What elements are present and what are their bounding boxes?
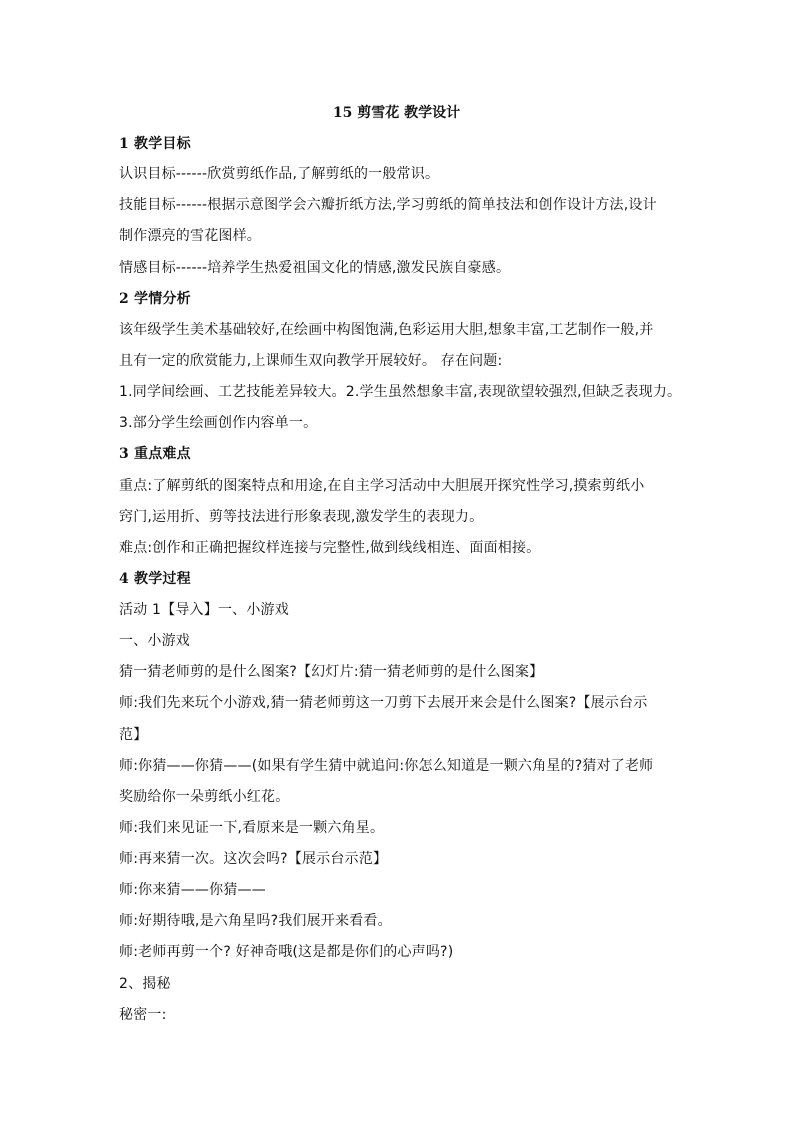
paragraph-line: 该年级学生美术基础较好,在绘画中构图饱满,色彩运用大胆,想象丰富,工艺制作一般,并 xyxy=(119,322,654,338)
paragraph-line: 师:我们来见证一下,看原来是一颗六角星。 xyxy=(119,820,385,836)
paragraph-line: 师:再来猜一次。这次会吗?【展示台示范】 xyxy=(119,851,388,867)
paragraph-line: 窍门,运用折、剪等技法进行形象表现,激发学生的表现力。 xyxy=(119,509,484,525)
paragraph-line: 制作漂亮的雪花图样。 xyxy=(119,228,261,244)
section-heading-analysis: 2 学情分析 xyxy=(119,291,191,307)
paragraph-line: 一、小游戏 xyxy=(119,633,190,649)
section-heading-objectives: 1 教学目标 xyxy=(119,136,191,152)
paragraph-line: 猜一猜老师剪的是什么图案?【幻灯片:猜一猜老师剪的是什么图案】 xyxy=(119,664,544,680)
paragraph-line: 师:你来猜——你猜—— xyxy=(119,882,266,898)
paragraph-line: 师:老师再剪一个? 好神奇哦(这是都是你们的心声吗?) xyxy=(119,944,454,960)
paragraph-line: 范】 xyxy=(119,727,148,743)
paragraph-line: 难点:创作和正确把握纹样连接与完整性,做到线线相连、面面相接。 xyxy=(119,540,541,556)
paragraph-line: 奖励给你一朵剪纸小红花。 xyxy=(119,789,290,805)
paragraph-line: 1.同学间绘画、工艺技能差异较大。2.学生虽然想象丰富,表现欲望较强烈,但缺乏表现力。 xyxy=(119,384,682,400)
paragraph-line: 师:我们先来玩个小游戏,猜一猜老师剪这一刀剪下去展开来会是什么图案?【展示台示 xyxy=(119,695,648,711)
paragraph-line: 技能目标------根据示意图学会六瓣折纸方法,学习剪纸的简单技法和创作设计方法,设计 xyxy=(119,197,657,213)
paragraph-line: 且有一定的欣赏能力,上课师生双向教学开展较好。 存在问题: xyxy=(119,353,503,369)
paragraph-line: 3.部分学生绘画创作内容单一。 xyxy=(119,415,318,431)
document-title: 15 剪雪花 教学设计 xyxy=(332,105,461,121)
section-heading-keypoints: 3 重点难点 xyxy=(119,446,191,462)
paragraph-line: 2、揭秘 xyxy=(119,976,171,992)
paragraph-line: 重点:了解剪纸的图案特点和用途,在自主学习活动中大胆展开探究性学习,摸索剪纸小 xyxy=(119,478,645,494)
paragraph-line: 认识目标------欣赏剪纸作品,了解剪纸的一般常识。 xyxy=(119,166,440,182)
paragraph-line: 师:你猜——你猜——(如果有学生猜中就追问:你怎么知道是一颗六角星的?猜对了老师 xyxy=(119,758,654,774)
paragraph-line: 师:好期待哦,是六角星吗?我们展开来看看。 xyxy=(119,913,392,929)
section-heading-process: 4 教学过程 xyxy=(119,571,191,587)
paragraph-line: 情感目标------培养学生热爱祖国文化的情感,激发民族自豪感。 xyxy=(119,260,511,276)
paragraph-line: 秘密一: xyxy=(119,1007,167,1023)
paragraph-line: 活动 1【导入】一、小游戏 xyxy=(119,602,289,618)
